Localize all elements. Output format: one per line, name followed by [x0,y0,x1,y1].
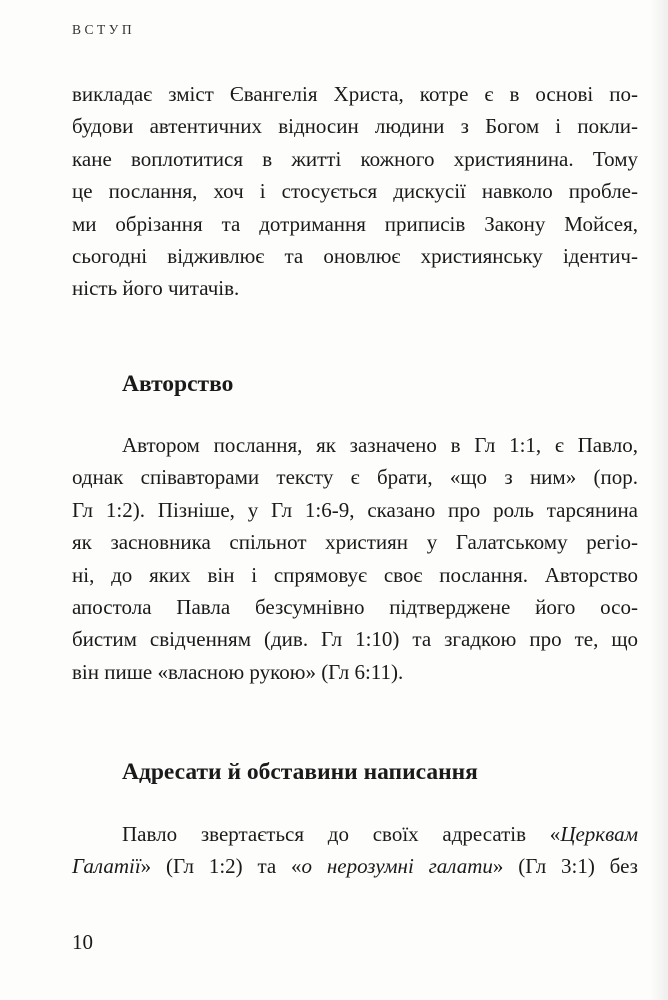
text-line: як засновника спільнот християн у Галатському регіо- [72,530,638,555]
text-line: однак співавторами тексту є брати, «що з ним» (пор. [72,465,638,490]
section-heading-addressees: Адресати й обставини написання [122,759,478,785]
text-line: Павло звертається до своїх адресатів «Церквам [122,822,638,846]
italic-quote: Галатії [72,854,141,879]
italic-quote: о нерозумні галати [301,854,493,879]
italic-quote: Церквам [560,822,638,846]
text-line: викладає зміст Євангелія Христа, котре є в основі по- [72,82,638,106]
text-line: апостола Павла безсумнівно підтверджене його осо- [72,595,638,620]
text-line: Галатії» (Гл 1:2) та «о нерозумні галати» (Гл 3:1) без [72,854,638,879]
text-line: ні, до яких він і спрямовує своє послання. Авторство [72,562,638,587]
text-line: кане воплотитися в житті кожного християнина. Тому [72,146,638,171]
text-line: це послання, хоч і стосується дискусії навколо пробле- [72,179,638,204]
authorship-paragraph [72,429,638,688]
text-line: будови автентичних відносин людини з Богом і покли- [72,114,638,139]
text-line: сьогодні відживлює та оновлює християнську ідентич- [72,244,638,269]
text-line: Автором послання, як зазначено в Гл 1:1, є Павло, [122,433,638,457]
page-edge-shadow [650,0,668,1000]
page-number: 10 [72,930,93,954]
section-heading-authorship: Авторство [122,371,234,397]
text-line: Гл 1:2). Пізніше, у Гл 1:6-9, сказано про роль тарсянина [72,497,638,522]
running-head: ВСТУП [72,22,136,37]
text-line: ність його читачів. [72,276,240,301]
intro-paragraph [72,78,638,305]
text-line: бистим свідченням (див. Гл 1:10) та згадкою про те, що [72,627,638,652]
text-line: ми обрізання та дотримання приписів Закону Мойсея, [72,211,638,236]
addressees-paragraph [72,818,638,883]
text-line: він пише «власною рукою» (Гл 6:11). [72,659,404,684]
